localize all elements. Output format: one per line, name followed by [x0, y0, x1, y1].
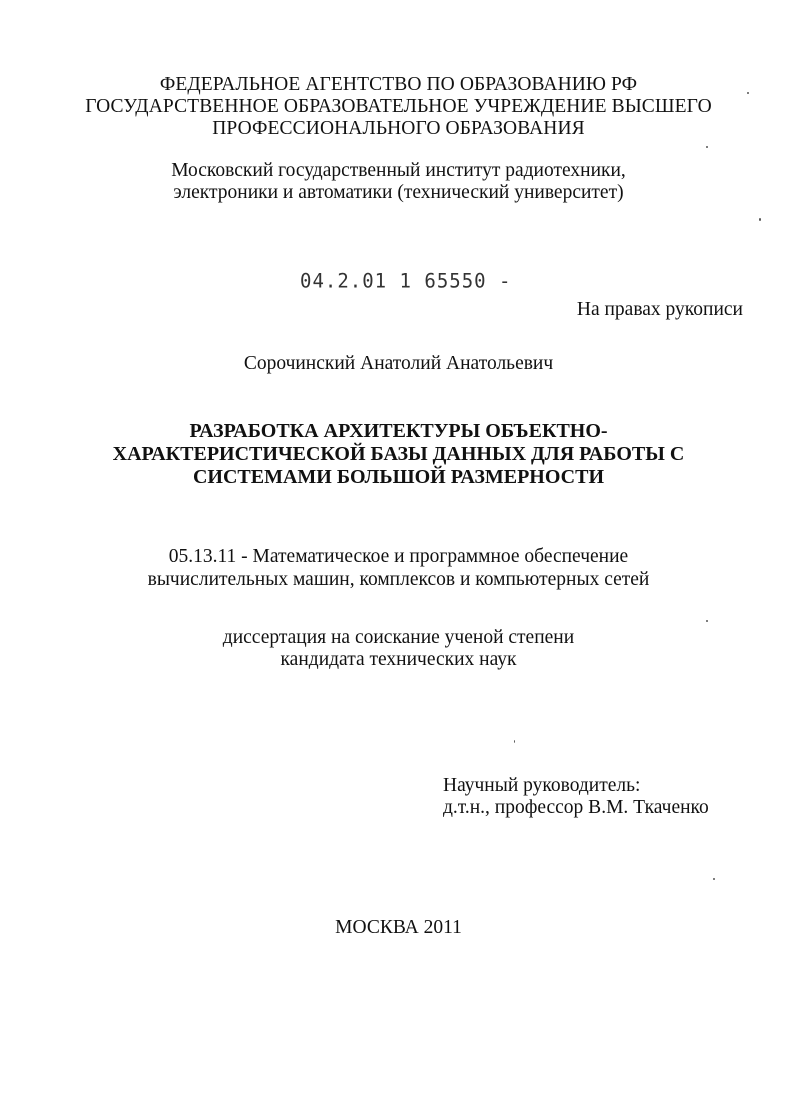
specialty-line-2: вычислительных машин, комплексов и компьютерных сетей [147, 569, 650, 590]
title-line-1: РАЗРАБОТКА АРХИТЕКТУРЫ ОБЪЕКТНО- [189, 420, 608, 442]
institute-line-2: электроники и автоматики (технический университет) [173, 182, 624, 203]
scan-speck [713, 878, 715, 880]
title-line-3: СИСТЕМАМИ БОЛЬШОЙ РАЗМЕРНОСТИ [192, 466, 604, 488]
scan-speck [514, 740, 515, 743]
manuscript-note: На правах рукописи [576, 299, 743, 320]
scan-speck [759, 218, 761, 221]
specialty-line-1: 05.13.11 - Математическое и программное обеспечение [168, 546, 629, 567]
title-line-2: ХАРАКТЕРИСТИЧЕСКОЙ БАЗЫ ДАННЫХ ДЛЯ РАБОТЫ С [112, 443, 685, 465]
scan-speck [747, 92, 749, 94]
agency-line-1: ФЕДЕРАЛЬНОЕ АГЕНТСТВО ПО ОБРАЗОВАНИЮ РФ [159, 74, 638, 95]
supervisor-label: Научный руководитель: [443, 775, 641, 796]
registration-number: 04.2.01 1 65550 - [300, 269, 512, 293]
degree-line-2: кандидата технических наук [280, 649, 517, 670]
agency-line-2: ГОСУДАРСТВЕННОЕ ОБРАЗОВАТЕЛЬНОЕ УЧРЕЖДЕНИЕ ВЫСШЕГО [85, 96, 712, 117]
degree-line-1: диссертация на соискание ученой степени [222, 627, 575, 648]
supervisor-name: д.т.н., профессор В.М. Ткаченко [443, 797, 709, 818]
city-year: МОСКВА 2011 [335, 917, 462, 938]
author-name: Сорочинский Анатолий Анатольевич [243, 353, 554, 374]
institute-line-1: Московский государственный институт радиотехники, [171, 160, 626, 181]
agency-line-3: ПРОФЕССИОНАЛЬНОГО ОБРАЗОВАНИЯ [212, 118, 585, 139]
scan-speck [706, 620, 708, 622]
scan-speck [706, 146, 708, 148]
